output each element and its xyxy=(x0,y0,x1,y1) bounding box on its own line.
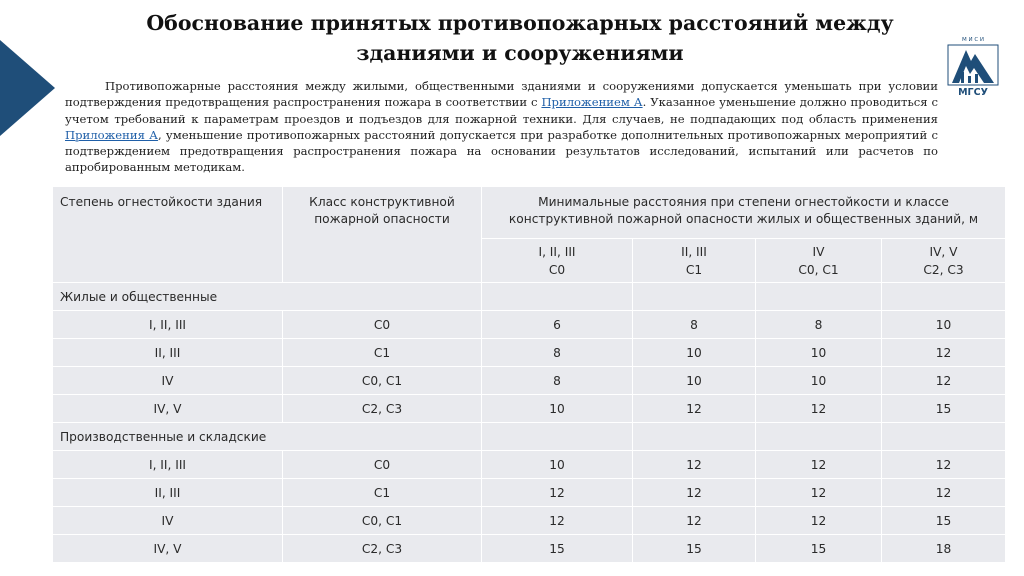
distance-cell: 12 xyxy=(633,479,756,507)
distance-cell: 10 xyxy=(633,339,756,367)
distance-cell: 10 xyxy=(756,367,882,395)
table-row xyxy=(53,479,1006,507)
logo-icon xyxy=(944,34,1002,98)
row-degree: I, II, III xyxy=(53,451,283,479)
distance-cell: 8 xyxy=(482,339,633,367)
subheader-class: С1 xyxy=(685,262,703,277)
col-header-construction-class: Класс конструктивной пожарной опасности xyxy=(283,187,482,283)
row-class: С0, С1 xyxy=(283,367,482,395)
distance-cell: 12 xyxy=(633,451,756,479)
title-line-2: зданиями и сооружениями xyxy=(356,41,684,65)
subheader-class: С0 xyxy=(548,262,566,277)
intro-text-2: . Указанное уменьшение должно проводиться с учетом требований к параметрам проездов и подъездов для пожарной техники. Для случаев, не подпадающих под область применения xyxy=(65,95,938,126)
table-row xyxy=(53,311,1006,339)
distance-cell: 15 xyxy=(633,535,756,563)
subheader-cell xyxy=(882,239,1006,283)
intro-text-1: Противопожарные расстояния между жилыми, общественными зданиями и сооружениями допускается уменьшать при условии подтверждения предотвращения распространения пожара в соответствии с xyxy=(65,79,938,110)
distance-cell: 12 xyxy=(882,479,1006,507)
distance-cell: 15 xyxy=(482,535,633,563)
subheader-class: С0, С1 xyxy=(798,262,839,277)
distance-cell: 10 xyxy=(756,339,882,367)
row-degree: IV xyxy=(53,367,283,395)
table-row xyxy=(53,451,1006,479)
row-class: С0, С1 xyxy=(283,507,482,535)
distance-cell: 15 xyxy=(882,395,1006,423)
section-row-residential xyxy=(53,283,1006,311)
logo-bottom-text: МГСУ xyxy=(958,87,988,98)
subheader-degree: IV, V xyxy=(929,244,958,259)
row-degree: II, III xyxy=(53,479,283,507)
distance-cell: 12 xyxy=(882,339,1006,367)
empty-cell xyxy=(756,283,882,311)
row-class: С2, С3 xyxy=(283,395,482,423)
distance-cell: 12 xyxy=(882,367,1006,395)
distance-cell: 12 xyxy=(756,395,882,423)
empty-cell xyxy=(633,283,756,311)
table-row xyxy=(53,507,1006,535)
row-class: С0 xyxy=(283,451,482,479)
distance-cell: 15 xyxy=(882,507,1006,535)
subheader-degree: I, II, III xyxy=(538,244,576,259)
empty-cell xyxy=(882,423,1006,451)
section-label: Производственные и складские xyxy=(53,423,482,451)
distance-cell: 12 xyxy=(882,451,1006,479)
section-label: Жилые и общественные xyxy=(53,283,482,311)
distance-cell: 12 xyxy=(756,479,882,507)
table-row xyxy=(53,367,1006,395)
distance-cell: 12 xyxy=(756,507,882,535)
subheader-cell xyxy=(756,239,882,283)
distance-cell: 10 xyxy=(633,367,756,395)
intro-text-3: , уменьшение противопожарных расстояний допускается при разработке дополнительных противопожарных мероприятий с подтверждением предотвращения распространения пожара на основании результатов исследований, испытаний или расчетов по апробированным методикам. xyxy=(65,127,938,175)
title-line-1: Обоснование принятых противопожарных расстояний между xyxy=(146,11,894,35)
col-header-fire-resistance: Степень огнестойкости здания xyxy=(53,187,283,283)
empty-cell xyxy=(482,283,633,311)
empty-cell xyxy=(882,283,1006,311)
empty-cell xyxy=(756,423,882,451)
appendix-a-link-2[interactable]: Приложения А xyxy=(65,127,158,142)
row-degree: IV, V xyxy=(53,395,283,423)
distance-cell: 18 xyxy=(882,535,1006,563)
distance-cell: 8 xyxy=(482,367,633,395)
intro-paragraph xyxy=(65,78,938,176)
nav-arrow-icon[interactable] xyxy=(0,40,55,136)
empty-cell xyxy=(633,423,756,451)
distance-cell: 6 xyxy=(482,311,633,339)
table-row xyxy=(53,395,1006,423)
page-title xyxy=(120,8,920,68)
appendix-a-link[interactable]: Приложением А xyxy=(541,95,643,110)
fire-distance-table xyxy=(52,186,1006,563)
distance-cell: 12 xyxy=(482,507,633,535)
table-row xyxy=(53,339,1006,367)
row-degree: IV, V xyxy=(53,535,283,563)
subheader-class: С2, С3 xyxy=(923,262,964,277)
table-row xyxy=(53,535,1006,563)
row-class: С1 xyxy=(283,479,482,507)
subheader-degree: II, III xyxy=(681,244,707,259)
subheader-degree: IV xyxy=(812,244,825,259)
distance-cell: 12 xyxy=(633,395,756,423)
empty-cell xyxy=(482,423,633,451)
row-class: С0 xyxy=(283,311,482,339)
distance-cell: 15 xyxy=(756,535,882,563)
distance-cell: 10 xyxy=(482,451,633,479)
row-degree: I, II, III xyxy=(53,311,283,339)
distance-cell: 8 xyxy=(756,311,882,339)
subheader-cell xyxy=(633,239,756,283)
subheader-cell xyxy=(482,239,633,283)
row-degree: IV xyxy=(53,507,283,535)
col-header-min-distances: Минимальные расстояния при степени огнестойкости и классе конструктивной пожарной опасности жилых и общественных зданий, м xyxy=(482,187,1006,239)
section-row-industrial xyxy=(53,423,1006,451)
distance-cell: 12 xyxy=(633,507,756,535)
distance-cell: 12 xyxy=(482,479,633,507)
distance-cell: 8 xyxy=(633,311,756,339)
distance-cell: 12 xyxy=(756,451,882,479)
distance-cell: 10 xyxy=(882,311,1006,339)
row-class: С2, С3 xyxy=(283,535,482,563)
distance-cell: 10 xyxy=(482,395,633,423)
table-header-row xyxy=(53,187,1006,239)
row-class: С1 xyxy=(283,339,482,367)
university-logo xyxy=(944,34,1002,98)
logo-top-text: М И С И xyxy=(961,37,985,43)
row-degree: II, III xyxy=(53,339,283,367)
